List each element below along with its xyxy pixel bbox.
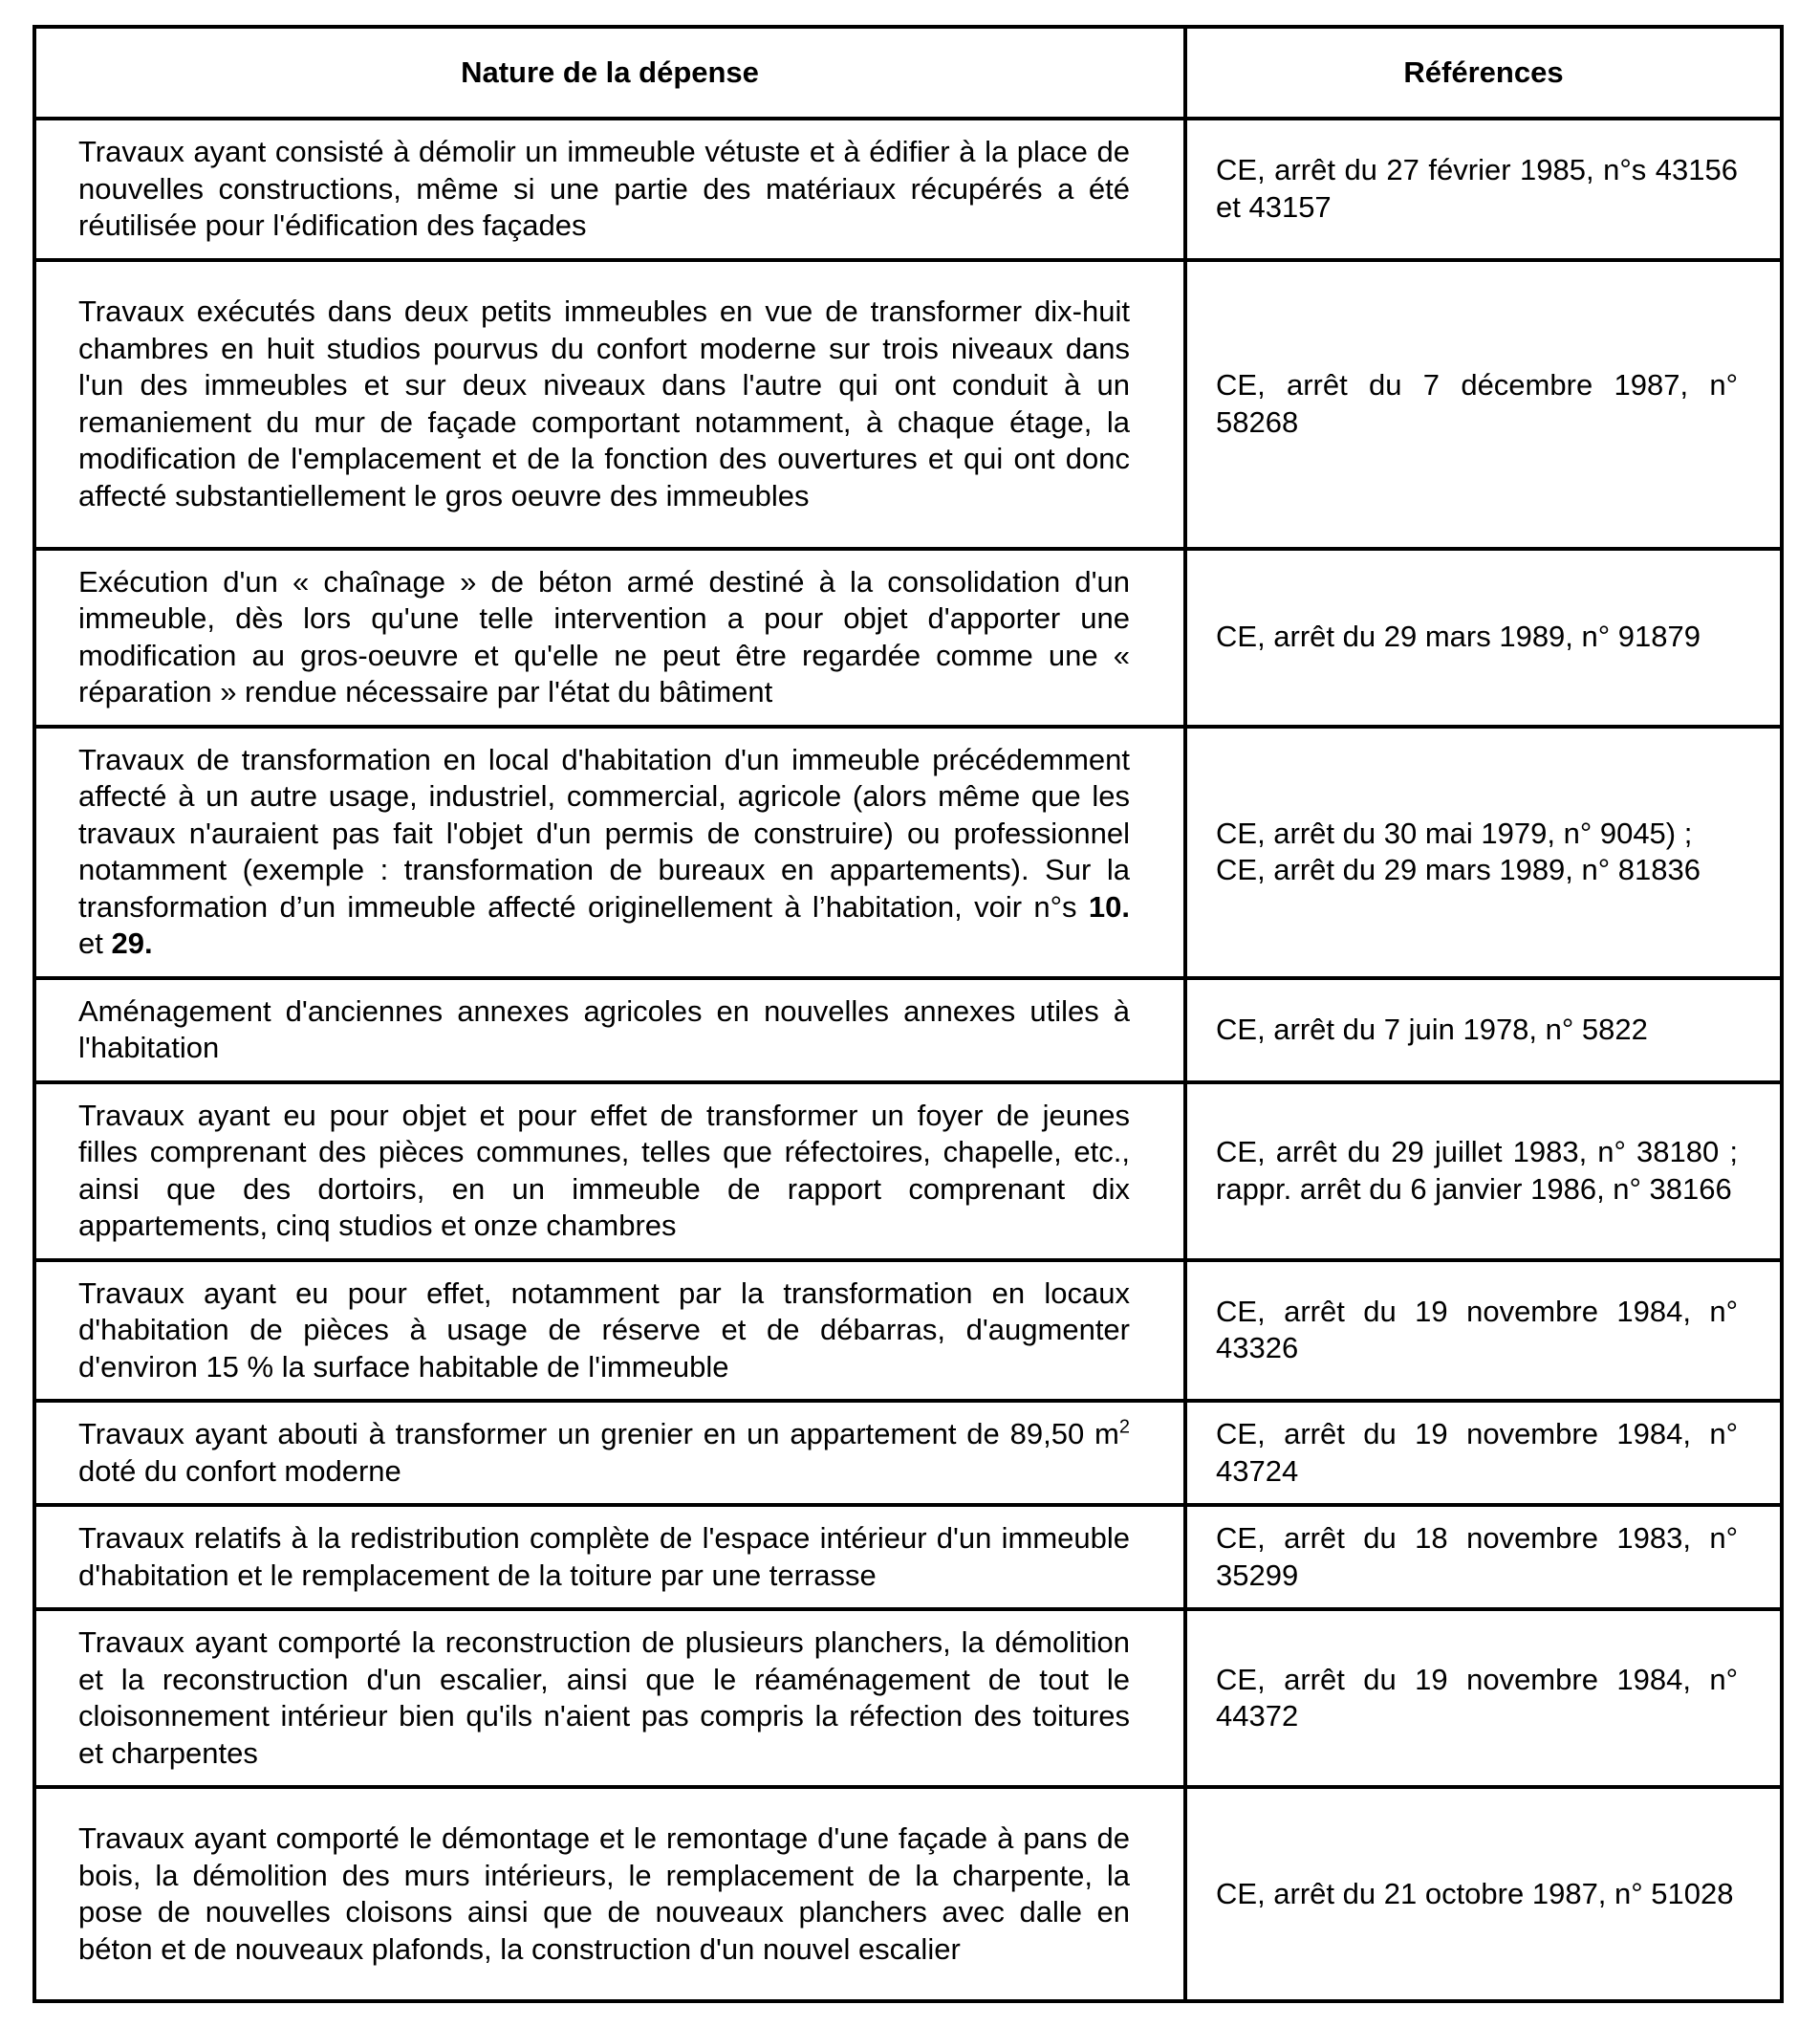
table-row <box>34 549 1782 727</box>
nature-cell: Exécution d'un « chaînage » de béton armé destiné à la consolidation d'un immeuble, dès lors qu'une telle intervention a pour objet d'apporter une modification au gros-oeuvre et qu'elle ne peut être regardée comme une « réparation » rendue nécessaire par l'état du bâtiment <box>34 549 1185 727</box>
superscript: 2 <box>1118 1416 1130 1438</box>
header-references: Références <box>1185 27 1782 119</box>
table-row <box>34 260 1782 549</box>
reference-line: CE, arrêt du 30 mai 1979, n° 9045) ; <box>1216 816 1693 850</box>
table-row <box>34 1609 1782 1787</box>
reference-cell: CE, arrêt du 29 mars 1989, n° 91879 <box>1185 549 1782 727</box>
nature-cell: Travaux ayant eu pour objet et pour effet de transformer un foyer de jeunes filles comprenant des pièces communes, telles que réfectoires, chapelle, etc., ainsi que des dortoirs, en un immeuble de rapport comprenant dix appartements, cinq studios et onze chambres <box>34 1082 1185 1260</box>
nature-cell: Travaux ayant consisté à démolir un immeuble vétuste et à édifier à la place de nouvelles constructions, même si une partie des matériaux récupérés a été réutilisée pour l'édification des façades <box>34 119 1185 260</box>
table-row <box>34 1260 1782 1402</box>
table-row <box>34 1082 1782 1260</box>
table-row <box>34 119 1782 260</box>
cross-reference: 10. <box>1088 889 1130 924</box>
reference-cell: CE, arrêt du 7 décembre 1987, n° 58268 <box>1185 260 1782 549</box>
cross-reference: 29. <box>111 926 153 960</box>
reference-cell: CE, arrêt du 29 juillet 1983, n° 38180 ; rappr. arrêt du 6 janvier 1986, n° 38166 <box>1185 1082 1782 1260</box>
nature-text: Travaux de transformation en local d'habitation d'un immeuble précédemment affecté à un autre usage, industriel, commercial, agricole (alors même que les travaux n'auraient pas fait l'objet d'un permis de construire) ou professionnel notamment (exemple : transformation de bureaux en appartements). Sur la transformation d’un immeuble affecté originellement à l’habitation, voir n°s <box>78 742 1130 924</box>
table-row <box>34 1401 1782 1505</box>
table-row <box>34 978 1782 1082</box>
table-header-row <box>34 27 1782 119</box>
nature-text: et <box>78 926 103 960</box>
nature-cell: Travaux exécutés dans deux petits immeubles en vue de transformer dix-huit chambres en huit studios pourvus du confort moderne sur trois niveaux dans l'un des immeubles et sur deux niveaux dans l'autre qui ont conduit à un remaniement du mur de façade comportant notamment, à chaque étage, la modification de l'emplacement et de la fonction des ouvertures et qui ont donc affecté substantiellement le gros oeuvre des immeubles <box>34 260 1185 549</box>
nature-cell <box>34 727 1185 978</box>
nature-cell: Aménagement d'anciennes annexes agricoles en nouvelles annexes utiles à l'habitation <box>34 978 1185 1082</box>
reference-cell: CE, arrêt du 21 octobre 1987, n° 51028 <box>1185 1787 1782 2001</box>
nature-text: doté du confort moderne <box>78 1453 401 1488</box>
nature-cell: Travaux relatifs à la redistribution complète de l'espace intérieur d'un immeuble d'habitation et le remplacement de la toiture par une terrasse <box>34 1505 1185 1609</box>
nature-cell <box>34 1401 1185 1505</box>
table-row <box>34 727 1782 978</box>
reference-cell: CE, arrêt du 19 novembre 1984, n° 44372 <box>1185 1609 1782 1787</box>
nature-cell: Travaux ayant comporté le démontage et le remontage d'une façade à pans de bois, la démolition des murs intérieurs, le remplacement de la charpente, la pose de nouvelles cloisons ainsi que de nouveaux planchers avec dalle en béton et de nouveaux plafonds, la construction d'un nouvel escalier <box>34 1787 1185 2001</box>
reference-cell: CE, arrêt du 19 novembre 1984, n° 43724 <box>1185 1401 1782 1505</box>
reference-cell: CE, arrêt du 19 novembre 1984, n° 43326 <box>1185 1260 1782 1402</box>
reference-cell: CE, arrêt du 18 novembre 1983, n° 35299 <box>1185 1505 1782 1609</box>
table-row <box>34 1787 1782 2001</box>
reference-line: CE, arrêt du 29 mars 1989, n° 81836 <box>1216 853 1701 886</box>
nature-text: Travaux ayant abouti à transformer un grenier en un appartement de 89,50 m <box>78 1417 1119 1450</box>
header-nature: Nature de la dépense <box>34 27 1185 119</box>
expenses-table <box>32 25 1784 2003</box>
reference-cell <box>1185 727 1782 978</box>
reference-cell: CE, arrêt du 27 février 1985, n°s 43156 et 43157 <box>1185 119 1782 260</box>
nature-cell: Travaux ayant comporté la reconstruction de plusieurs planchers, la démolition et la reconstruction d'un escalier, ainsi que le réaménagement de tout le cloisonnement intérieur bien qu'ils n'aient pas compris la réfection des toitures et charpentes <box>34 1609 1185 1787</box>
reference-cell: CE, arrêt du 7 juin 1978, n° 5822 <box>1185 978 1782 1082</box>
table-row <box>34 1505 1782 1609</box>
nature-cell: Travaux ayant eu pour effet, notamment par la transformation en locaux d'habitation de pièces à usage de réserve et de débarras, d'augmenter d'environ 15 % la surface habitable de l'immeuble <box>34 1260 1185 1402</box>
